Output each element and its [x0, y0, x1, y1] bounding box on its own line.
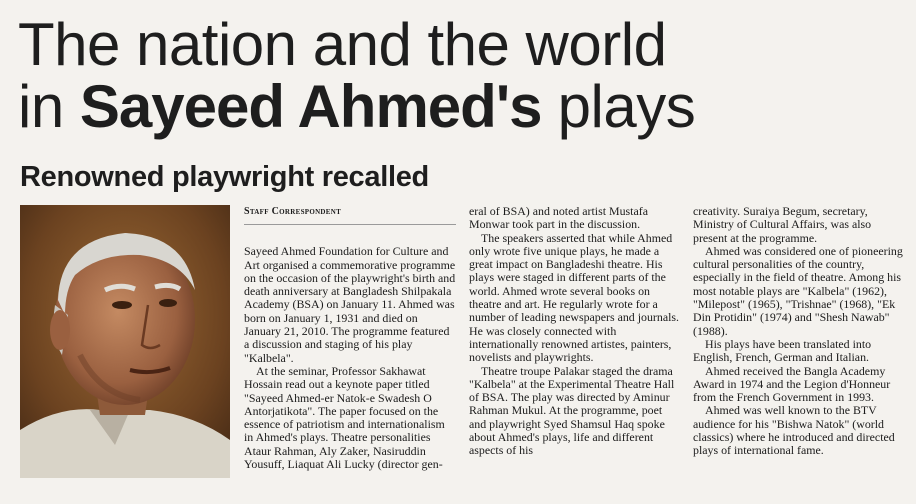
- paragraph: Ahmed was well known to the BTV audience for his "Bishwa Natok" (world classics) where he introduced and directed plays of international fame.: [693, 403, 895, 458]
- paragraph: creativity. Suraiya Begum, secretary, Ministry of Cultural Affairs, was also present at the programme.: [693, 204, 872, 245]
- headline-line-2: [18, 73, 908, 140]
- article-column-2: [469, 205, 681, 458]
- headline-prefix: in: [18, 73, 80, 140]
- paragraph: eral of BSA) and noted artist Mustafa Monwar took part in the discussion.: [469, 204, 648, 232]
- article-column-3: [693, 205, 905, 458]
- headline-playwright-name: Sayeed Ahmed's: [79, 73, 542, 140]
- paragraph: Ahmed received the Bangla Academy Award in 1974 and the Legion d'Honneur from the French Government in 1993.: [693, 363, 891, 405]
- paragraph: The speakers asserted that while Ahmed only wrote five unique plays, he made a great impact on Bangladeshi theatre. His plays were staged in different parts of the world. Ahmed wrote several books on theatre and art. He regularly wrote for a number of leading newspapers and journals. He was closely connected with internationally renowned artistes, painters, novelists and playwrights.: [469, 230, 680, 365]
- article-column-1: [244, 205, 456, 471]
- byline: Staff Correspondent: [244, 206, 342, 217]
- subheadline: Renowned playwright recalled: [20, 161, 429, 193]
- portrait-illustration: [20, 205, 230, 478]
- paragraph: Ahmed was considered one of pioneering cultural personalities of the country, especially in the field of theatre. Among his most notable plays are "Kalbela" (1962), "Milepost" (1965), "Trishnae" (1968), "Ek Din Protidin" (1974) and "Shesh Nawab" (1988).: [693, 243, 903, 338]
- headline: [18, 11, 908, 140]
- portrait-photo: [20, 205, 230, 478]
- paragraph: His plays have been translated into English, French, German and Italian.: [693, 336, 872, 365]
- byline-divider: [244, 224, 456, 225]
- headline-suffix: plays: [541, 73, 696, 140]
- paragraph: Theatre troupe Palakar staged the drama "Kalbela" at the Experimental Theatre Hall of BSA. The play was directed by Aminur Rahman Mukul. At the programme, poet and playwright Syed Shamsul Haq spoke about Ahmed's plays, life and different aspects of his: [469, 363, 675, 458]
- paragraph: At the seminar, Professor Sakhawat Hossain read out a keynote paper titled "Sayeed Ahmed-er Natok-e Swadesh O Antorjatikota". The paper focused on the essence of patriotism and internationalism in Ahmed's plays. Theatre personalities Ataur Rahman, Aly Zaker, Nasiruddin Yousuff, Liaquat Ali Lucky (director gen-: [244, 363, 445, 472]
- headline-line-1: The nation and the world: [18, 11, 667, 78]
- paragraph: Sayeed Ahmed Foundation for Culture and Art organised a commemorative programme on the occasion of the playwright's birth and death anniversary at Bangladesh Shilpakala Academy (BSA) on January 11. Ahmed was born on January 1, 1931 and died on January 21, 2010. The programme featured a discussion and staging of his play "Kalbela".: [244, 244, 456, 365]
